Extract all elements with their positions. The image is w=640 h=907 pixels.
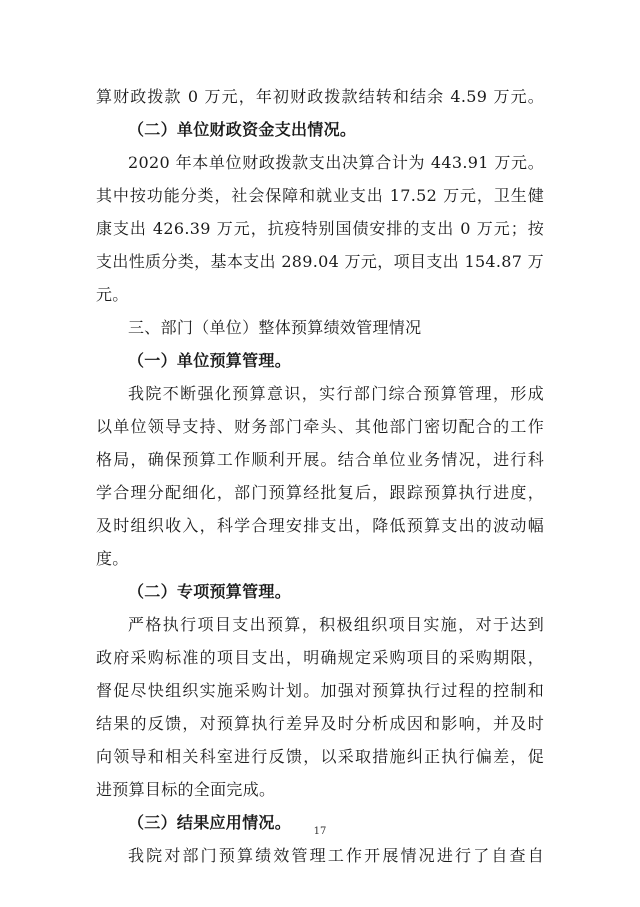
paragraph-line: 以单位领导支持、财务部门牵头、其他部门密切配合的工作: [96, 417, 544, 436]
chapter-heading: 三、部门（单位）整体预算绩效管理情况: [128, 318, 422, 337]
paragraph-line: 政府采购标准的项目支出，明确规定采购项目的采购期限，: [96, 648, 544, 667]
paragraph-line: 督促尽快组织实施采购计划。加强对预算执行过程的控制和: [96, 681, 544, 700]
section-heading: （一）单位预算管理。: [128, 351, 292, 370]
paragraph-line: 度。: [96, 549, 129, 568]
paragraph-line: 我院不断强化预算意识，实行部门综合预算管理，形成: [128, 384, 544, 403]
paragraph-line: 严格执行项目支出预算，积极组织项目实施，对于达到: [128, 615, 544, 634]
paragraph-line: 向领导和相关科室进行反馈，以采取措施纠正执行偏差，促: [96, 747, 544, 766]
paragraph-line: 进预算目标的全面完成。: [96, 780, 276, 799]
paragraph-line: 其中按功能分类，社会保障和就业支出 17.52 万元，卫生健: [96, 186, 544, 205]
section-heading: （二）专项预算管理。: [128, 582, 292, 601]
section-heading: （二）单位财政资金支出情况。: [128, 120, 357, 139]
paragraph-line: 结果的反馈，对预算执行差异及时分析成因和影响，并及时: [96, 714, 544, 733]
paragraph-line: 格局，确保预算工作顺利开展。结合单位业务情况，进行科: [96, 450, 544, 469]
section-heading: （三）结果应用情况。: [128, 813, 292, 832]
paragraph-line: 支出性质分类，基本支出 289.04 万元，项目支出 154.87 万: [96, 252, 544, 271]
paragraph-line: 学合理分配细化，部门预算经批复后，跟踪预算执行进度，: [96, 483, 544, 502]
paragraph-line: 2020 年本单位财政拨款支出决算合计为 443.91 万元。: [128, 153, 544, 172]
paragraph-line: 算财政拨款 0 万元，年初财政拨款结转和结余 4.59 万元。: [96, 87, 544, 106]
paragraph-line: 元。: [96, 285, 129, 304]
paragraph-line: 我院对部门预算绩效管理工作开展情况进行了自查自: [128, 846, 544, 865]
document-body: [96, 80, 544, 872]
paragraph-line: 康支出 426.39 万元，抗疫特别国债安排的支出 0 万元；按: [96, 219, 544, 238]
page-number: 17: [313, 826, 327, 837]
paragraph-line: 及时组织收入，科学合理安排支出，降低预算支出的波动幅: [96, 516, 544, 535]
